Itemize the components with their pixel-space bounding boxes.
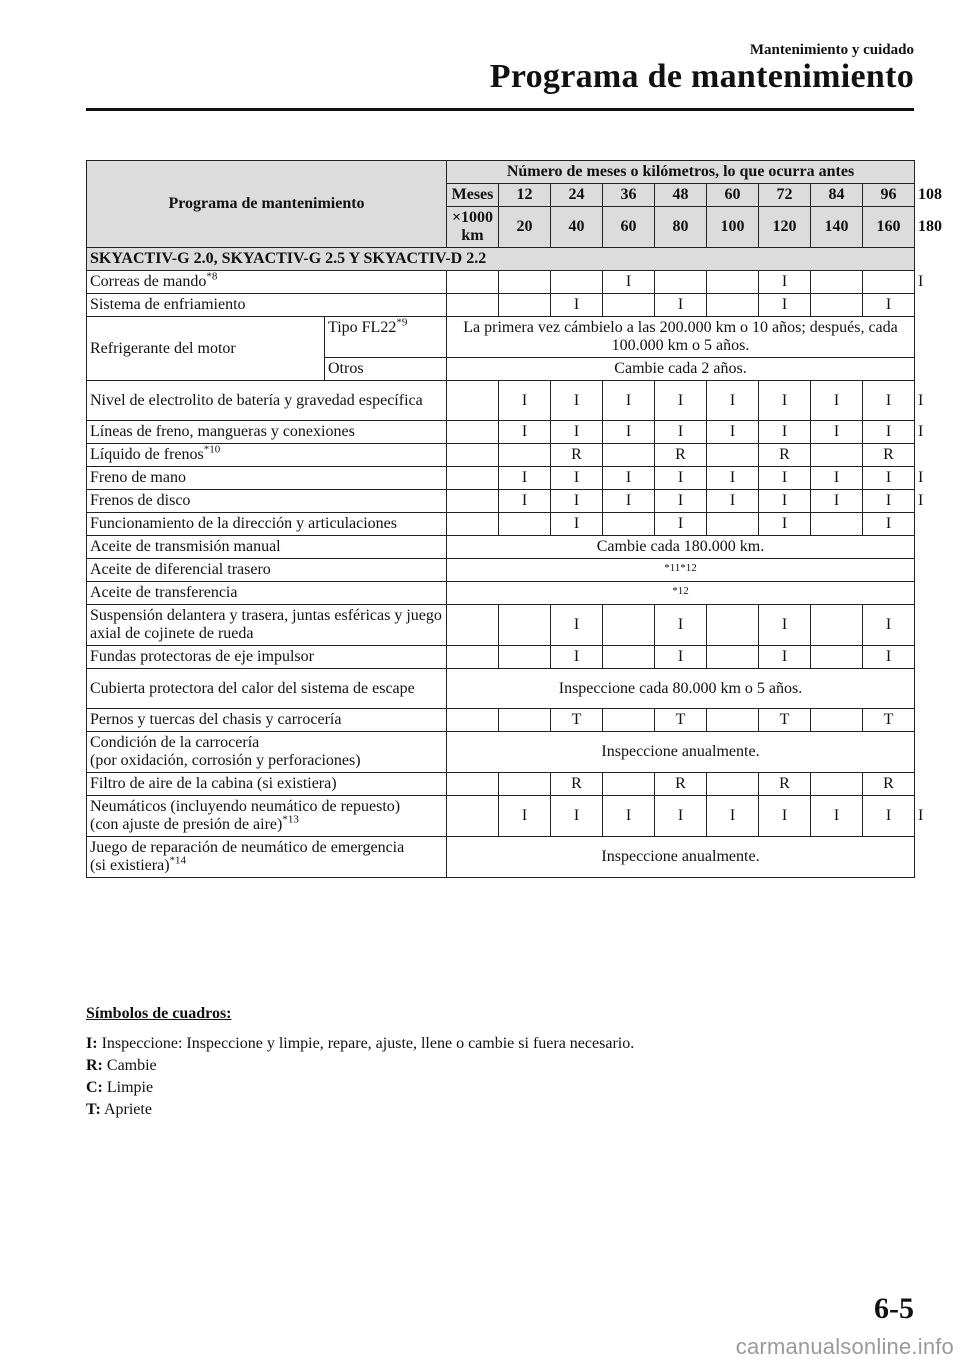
table-cell (447, 646, 499, 669)
table-cell: I (655, 467, 707, 490)
table-cell: I (655, 796, 707, 837)
table-cell: I (759, 467, 811, 490)
table-cell: I (707, 421, 759, 444)
table-cell: I (551, 605, 603, 646)
section-title: SKYACTIV-G 2.0, SKYACTIV-G 2.5 Y SKYACTIV-D 2.2 (87, 248, 915, 271)
table-cell: I (655, 646, 707, 669)
table-cell (447, 796, 499, 837)
table-cell: I (551, 294, 603, 317)
table-cell: I (863, 490, 915, 513)
table-row (87, 646, 915, 669)
legend-item: I: Inspeccione: Inspeccione y limpie, repare, ajuste, llene o cambie si fuera necesario. (86, 1035, 635, 1052)
row-label: Pernos y tuercas del chasis y carrocería (87, 709, 447, 732)
table-cell: I (551, 490, 603, 513)
table-cell: I (759, 513, 811, 536)
table-cell: I (811, 421, 863, 444)
table-cell: I (499, 467, 551, 490)
table-cell: T (655, 709, 707, 732)
table-cell (707, 773, 759, 796)
table-cell (447, 294, 499, 317)
table-cell (447, 467, 499, 490)
table-cell: I (759, 796, 811, 837)
table-cell: I (551, 381, 603, 421)
month-cell: 24 (551, 184, 603, 207)
table-cell: I (655, 421, 707, 444)
km-row: ×1000 km 20 40 60 80 100 120 140 160 180 (87, 207, 915, 248)
row-label: Aceite de diferencial trasero (87, 559, 447, 582)
row-label: Filtro de aire de la cabina (si existiera) (87, 773, 447, 796)
months-label: Meses (447, 184, 499, 207)
table-row: Freno de mano I I I I I I I I I (87, 467, 915, 490)
table-row (87, 559, 915, 582)
table-row: Correas de mando$^{*8}$ I I I (87, 271, 915, 294)
table-cell (655, 271, 707, 294)
row-label: Suspensión delantera y trasera, juntas esféricas y juego axial de cojinete de rueda (87, 605, 447, 646)
table-row: Frenos de disco I I I I I I I I I (87, 490, 915, 513)
table-row (87, 773, 915, 796)
row-label: Aceite de transferencia (87, 582, 447, 605)
table-cell: I (759, 605, 811, 646)
table-cell (707, 513, 759, 536)
row-label: Sistema de enfriamiento (87, 294, 447, 317)
section-label: Mantenimiento y cuidado (749, 42, 914, 58)
table-cell (707, 709, 759, 732)
table-cell: I (863, 467, 915, 490)
table-cell: I (759, 294, 811, 317)
months-row: Meses 12 24 36 48 60 72 84 96 108 (87, 184, 915, 207)
footnote-cell: *11*12 (447, 559, 915, 582)
row-label: Cubierta protectora del calor del sistema de escape (87, 669, 447, 709)
row-label: Neumáticos (incluyendo neumático de repuesto) (con ajuste de presión de aire)$^{*13}$ (87, 796, 447, 837)
header-row-1 (87, 161, 915, 184)
km-cell: 20 (499, 207, 551, 248)
table-cell: I (759, 271, 811, 294)
table-cell (811, 773, 863, 796)
table-cell (811, 709, 863, 732)
table-cell: I (603, 381, 655, 421)
row-label: Freno de mano (87, 467, 447, 490)
table-cell: I (655, 490, 707, 513)
table-cell: I (551, 646, 603, 669)
sub-label: Otros (325, 358, 447, 381)
table-cell (811, 271, 863, 294)
table-row (87, 605, 915, 646)
table-cell: I (655, 605, 707, 646)
legend (86, 1003, 634, 1121)
span-text: Inspeccione anualmente. (447, 837, 915, 878)
table-cell: I (707, 796, 759, 837)
table-cell: I (603, 467, 655, 490)
table-cell (603, 646, 655, 669)
table-cell: I (603, 421, 655, 444)
table-cell: I (551, 421, 603, 444)
table-cell (499, 773, 551, 796)
month-cell: 48 (655, 184, 707, 207)
row-label: Nivel de electrolito de batería y gravedad específica (87, 381, 447, 421)
km-cell: 40 (551, 207, 603, 248)
table-cell: I (655, 513, 707, 536)
table-cell (707, 444, 759, 467)
table-cell: I (707, 381, 759, 421)
table-row (87, 444, 915, 467)
table-cell: I (707, 490, 759, 513)
row-label: Líquido de frenos$^{*10}$ (87, 444, 447, 467)
footnote-cell: *12 (447, 582, 915, 605)
table-cell: R (551, 444, 603, 467)
row-label: Correas de mando$^{*8}$ (87, 271, 447, 294)
table-cell (447, 421, 499, 444)
month-cell: 36 (603, 184, 655, 207)
table-cell: I (811, 381, 863, 421)
table-cell (707, 294, 759, 317)
table-cell (707, 271, 759, 294)
row-label: Frenos de disco (87, 490, 447, 513)
table-cell: I (603, 796, 655, 837)
table-cell: I (551, 513, 603, 536)
row-label: Líneas de freno, mangueras y conexiones (87, 421, 447, 444)
table-cell (551, 271, 603, 294)
table-cell: I (863, 796, 915, 837)
table-row (87, 669, 915, 709)
sub-label: Tipo FL22$^{*9}$ (325, 317, 447, 358)
table-cell: I (759, 421, 811, 444)
table-cell: R (863, 444, 915, 467)
month-cell: 60 (707, 184, 759, 207)
table-cell: I (863, 513, 915, 536)
table-cell (499, 646, 551, 669)
table-cell (447, 709, 499, 732)
table-cell (811, 444, 863, 467)
table-cell (707, 605, 759, 646)
row-label: Condición de la carrocería (por oxidación, corrosión y perforaciones) (87, 732, 447, 773)
table-cell (447, 773, 499, 796)
table-cell (447, 381, 499, 421)
month-cell: 72 (759, 184, 811, 207)
maintenance-table (86, 160, 942, 878)
table-cell: T (863, 709, 915, 732)
table-cell (447, 513, 499, 536)
table-row (87, 837, 915, 878)
legend-item: C: Limpie (86, 1079, 154, 1096)
span-text: Inspeccione cada 80.000 km o 5 años. (447, 669, 915, 709)
section-row (87, 248, 915, 271)
table-cell: I (759, 490, 811, 513)
span-text: Inspeccione anualmente. (447, 732, 915, 773)
legend-item: R: Cambie (86, 1057, 157, 1074)
corner-label: Programa de mantenimiento (87, 161, 447, 248)
table-cell (811, 513, 863, 536)
table-cell: T (759, 709, 811, 732)
table-cell (603, 773, 655, 796)
table-cell: I (603, 271, 655, 294)
row-label: Juego de reparación de neumático de emergencia (si existiera)$^{*14}$ (87, 837, 447, 878)
table-cell: I (863, 381, 915, 421)
table-cell: I (811, 796, 863, 837)
table-cell (499, 605, 551, 646)
table-cell (863, 271, 915, 294)
table-row (87, 317, 915, 358)
table-cell: I (499, 381, 551, 421)
table-row (87, 709, 915, 732)
table-row: Neumáticos (incluyendo neumático de repuesto) (con ajuste de presión de aire)$^{*13}$ I I I I I I I I I (87, 796, 915, 837)
span-text: La primera vez cámbielo a las 200.000 km o 10 años; después, cada 100.000 km o 5 años. (447, 317, 915, 358)
table-cell: I (707, 467, 759, 490)
legend-item: T: Apriete (86, 1101, 152, 1118)
title-rule (86, 108, 914, 111)
table-cell (447, 444, 499, 467)
table-row: Líneas de freno, mangueras y conexiones I I I I I I I I I (87, 421, 915, 444)
table-cell: I (759, 646, 811, 669)
table-cell: I (863, 421, 915, 444)
table-cell (603, 513, 655, 536)
watermark: carmanualsonline.info (735, 1334, 954, 1359)
table-cell: R (655, 773, 707, 796)
table-cell: I (603, 490, 655, 513)
row-label: Funcionamiento de la dirección y articulaciones (87, 513, 447, 536)
table-cell (603, 444, 655, 467)
table-cell (499, 294, 551, 317)
table-cell (811, 646, 863, 669)
km-label: ×1000 km (447, 207, 499, 248)
table-cell: I (863, 294, 915, 317)
table-cell: T (551, 709, 603, 732)
table-row (87, 513, 915, 536)
legend-title: Símbolos de cuadros: (86, 1005, 232, 1022)
month-cell: 96 (863, 184, 915, 207)
span-text: Cambie cada 2 años. (447, 358, 915, 381)
km-cell: 140 (811, 207, 863, 248)
km-cell: 120 (759, 207, 811, 248)
table-cell: I (655, 381, 707, 421)
table-cell: R (863, 773, 915, 796)
table-cell: I (499, 421, 551, 444)
km-cell: 60 (603, 207, 655, 248)
table-cell: I (759, 381, 811, 421)
table-cell: I (551, 796, 603, 837)
month-cell: 84 (811, 184, 863, 207)
group-header: Número de meses o kilómetros, lo que ocurra antes (447, 161, 915, 184)
km-cell: 80 (655, 207, 707, 248)
table-row (87, 536, 915, 559)
table-cell: I (499, 490, 551, 513)
table-row (87, 294, 915, 317)
table-cell (811, 605, 863, 646)
row-label: Refrigerante del motor (87, 317, 325, 381)
table-cell (499, 444, 551, 467)
table-cell: I (863, 646, 915, 669)
table-cell (447, 271, 499, 294)
table-row (87, 582, 915, 605)
page-title: Programa de mantenimiento (489, 58, 914, 95)
table-cell (603, 294, 655, 317)
table-cell (499, 513, 551, 536)
span-text: Cambie cada 180.000 km. (447, 536, 915, 559)
table-cell (499, 709, 551, 732)
table-cell (603, 605, 655, 646)
table-cell (811, 294, 863, 317)
table-cell (447, 490, 499, 513)
km-cell: 160 (863, 207, 915, 248)
table-row (87, 732, 915, 773)
table-cell (707, 646, 759, 669)
table-cell: R (655, 444, 707, 467)
table-cell: R (551, 773, 603, 796)
table-cell (447, 605, 499, 646)
row-label: Aceite de transmisión manual (87, 536, 447, 559)
table-cell (499, 271, 551, 294)
table-cell: I (863, 605, 915, 646)
km-cell: 100 (707, 207, 759, 248)
table-row: Nivel de electrolito de batería y gravedad específica I I I I I I I I I (87, 381, 915, 421)
month-cell: 12 (499, 184, 551, 207)
table-cell: R (759, 444, 811, 467)
page-number: 6-5 (874, 1292, 914, 1325)
row-label: Fundas protectoras de eje impulsor (87, 646, 447, 669)
table-cell: R (759, 773, 811, 796)
table-cell: I (499, 796, 551, 837)
table-cell (603, 709, 655, 732)
table-cell: I (551, 467, 603, 490)
table-cell: I (811, 490, 863, 513)
table-cell: I (811, 467, 863, 490)
table-cell: I (655, 294, 707, 317)
